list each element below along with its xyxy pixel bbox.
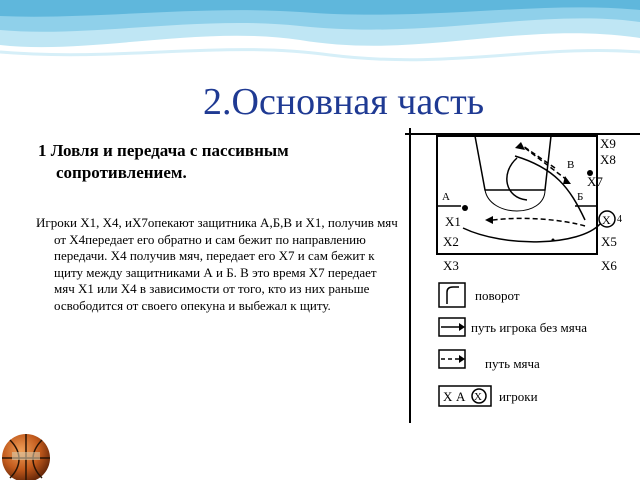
basketball-icon	[0, 428, 52, 480]
player-x7-label: X7	[587, 174, 603, 189]
slide-title: 2.Основная часть	[203, 81, 485, 123]
run-path-curve	[507, 158, 527, 200]
player-x1-label: X1	[445, 214, 461, 229]
legend-a-symbol: А	[456, 389, 466, 404]
legend-x-symbol: X	[443, 389, 453, 404]
legend-ball-label: путь мяча	[485, 356, 540, 371]
player-x4-label: X	[602, 213, 611, 227]
defender-b-label: Б	[577, 191, 584, 203]
run-path-x1	[463, 224, 600, 242]
decorative-wave-band	[0, 0, 640, 80]
dashed-arrow-head	[459, 355, 465, 363]
legend-players-label: игроки	[499, 389, 538, 404]
legend-run-label: путь игрока без мяча	[471, 320, 588, 335]
free-throw-arc	[485, 190, 545, 211]
legend-circle-x-symbol: X	[474, 391, 482, 403]
defender-a-label: А	[442, 191, 450, 203]
basketball-drill-diagram	[405, 128, 640, 423]
solid-arrow-head	[459, 323, 465, 331]
turn-icon	[447, 287, 459, 304]
player-x9-label: X9	[600, 136, 616, 151]
arrow-head	[515, 142, 525, 150]
exercise-description: Игроки Х1, Х4, иХ7опекают защитника А,Б,В и Х1, получив мяч от Х4передает его обратно и сам бежит по направлению передачи. Х4 получив мяч, передает его Х7 и сам бежит к щиту между защитниками А и Б. В это время Х7 передает мяч Х1 или Х4 в зависимости от того, кто из них раньше освободится от своего опекуна и выбежал к щиту.	[36, 215, 398, 313]
defender-a-marker	[462, 205, 468, 211]
ball-path-x4-to-x1	[493, 218, 585, 226]
defender-v-label: В	[567, 159, 575, 171]
arrow-head	[485, 216, 493, 224]
legend-turn-label: поворот	[475, 288, 520, 303]
player-x3-label: X3	[443, 258, 459, 273]
player-x8-label: X8	[600, 152, 616, 167]
court-area	[437, 136, 597, 254]
player-x6-label: X6	[601, 258, 617, 273]
section-heading: 1 Ловля и передача с пассивным сопротивлением.	[38, 141, 289, 182]
court-dot	[552, 239, 555, 242]
player-x4-number: 4	[617, 214, 622, 225]
player-x5-label: X5	[601, 234, 617, 249]
player-x2-label: X2	[443, 234, 459, 249]
